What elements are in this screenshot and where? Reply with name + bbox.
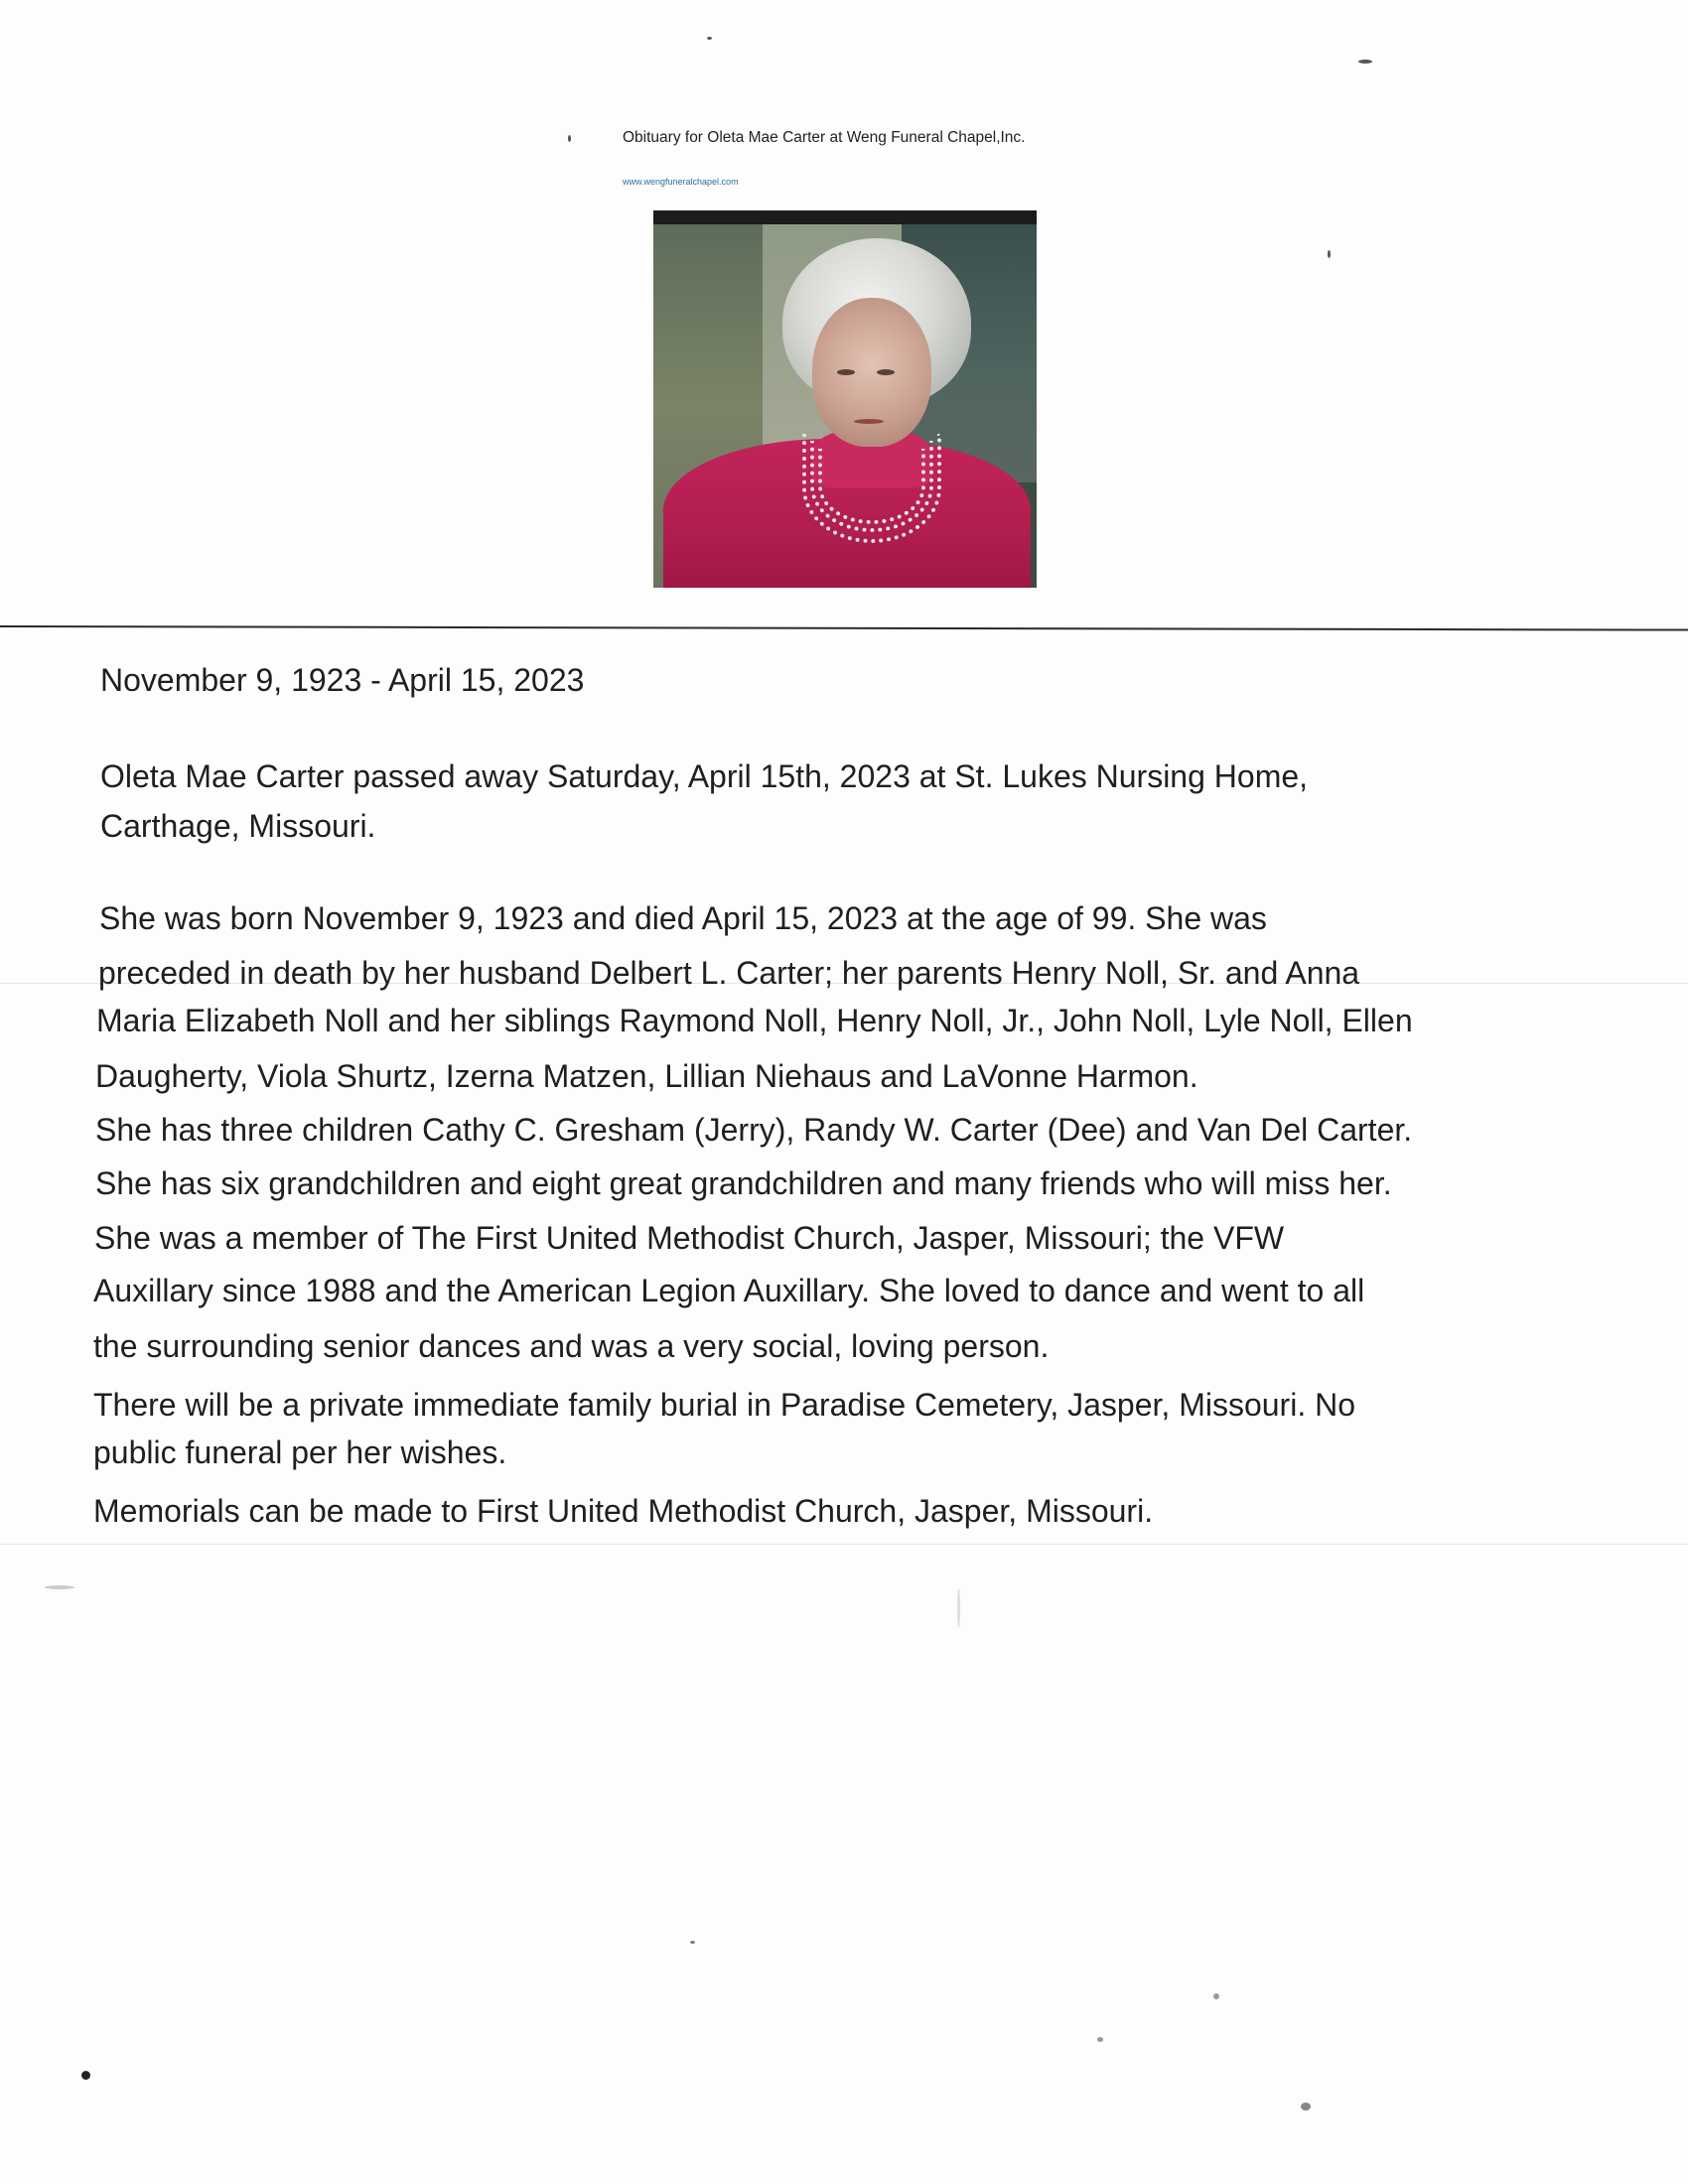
scan-speck [81, 2071, 90, 2080]
scan-speck [957, 1588, 960, 1628]
obituary-line: She was born November 9, 1923 and died April 15, 2023 at the age of 99. She was [99, 900, 1267, 936]
photo-face [812, 298, 931, 447]
obituary-line: preceded in death by her husband Delbert L. Carter; her parents Henry Noll, Sr. and Anna [98, 955, 1360, 991]
clipping-caption: Obituary for Oleta Mae Carter at Weng Funeral Chapel,Inc. [623, 129, 1026, 146]
photo-eye [837, 369, 855, 375]
photo-border [653, 210, 1037, 224]
portrait-photo [653, 210, 1037, 588]
divider-rule [0, 625, 1688, 631]
scan-speck [568, 135, 571, 142]
scan-speck [45, 1585, 74, 1589]
obituary-line: Memorials can be made to First United Methodist Church, Jasper, Missouri. [93, 1493, 1154, 1529]
scan-speck [690, 1941, 695, 1944]
photo-necklace [818, 449, 925, 524]
obituary-line: She has three children Cathy C. Gresham (Jerry), Randy W. Carter (Dee) and Van Del Carter. [95, 1112, 1413, 1148]
scan-speck [1097, 2037, 1103, 2042]
obituary-line: public funeral per her wishes. [93, 1434, 507, 1470]
obituary-line: She has six grandchildren and eight great grandchildren and many friends who will miss her. [95, 1165, 1392, 1201]
obituary-line: the surrounding senior dances and was a very social, loving person. [93, 1328, 1050, 1364]
photo-eye [877, 369, 895, 375]
obituary-line: There will be a private immediate family burial in Paradise Cemetery, Jasper, Missouri. No [93, 1387, 1355, 1423]
obituary-line: Oleta Mae Carter passed away Saturday, April 15th, 2023 at St. Lukes Nursing Home, [100, 758, 1309, 794]
obituary-line: She was a member of The First United Methodist Church, Jasper, Missouri; the VFW [94, 1220, 1285, 1256]
obituary-line: Carthage, Missouri. [100, 808, 376, 844]
obituary-line: Daugherty, Viola Shurtz, Izerna Matzen, Lillian Niehaus and LaVonne Harmon. [95, 1058, 1198, 1094]
life-dates: November 9, 1923 - April 15, 2023 [100, 662, 585, 698]
obituary-clipping [616, 121, 1038, 588]
scan-speck [1358, 60, 1372, 64]
scan-speck [1213, 1993, 1219, 1999]
scan-speck [1328, 250, 1331, 258]
clipping-url: www.wengfuneralchapel.com [623, 177, 739, 187]
obituary-line: Maria Elizabeth Noll and her siblings Raymond Noll, Henry Noll, Jr., John Noll, Lyle Noll, Ellen [96, 1003, 1413, 1038]
paper-fold-line [0, 1544, 1688, 1545]
scan-speck [707, 37, 712, 40]
obituary-line: Auxillary since 1988 and the American Legion Auxillary. She loved to dance and went to all [93, 1273, 1365, 1308]
photo-mouth [854, 419, 884, 424]
scan-speck [1301, 2103, 1311, 2111]
